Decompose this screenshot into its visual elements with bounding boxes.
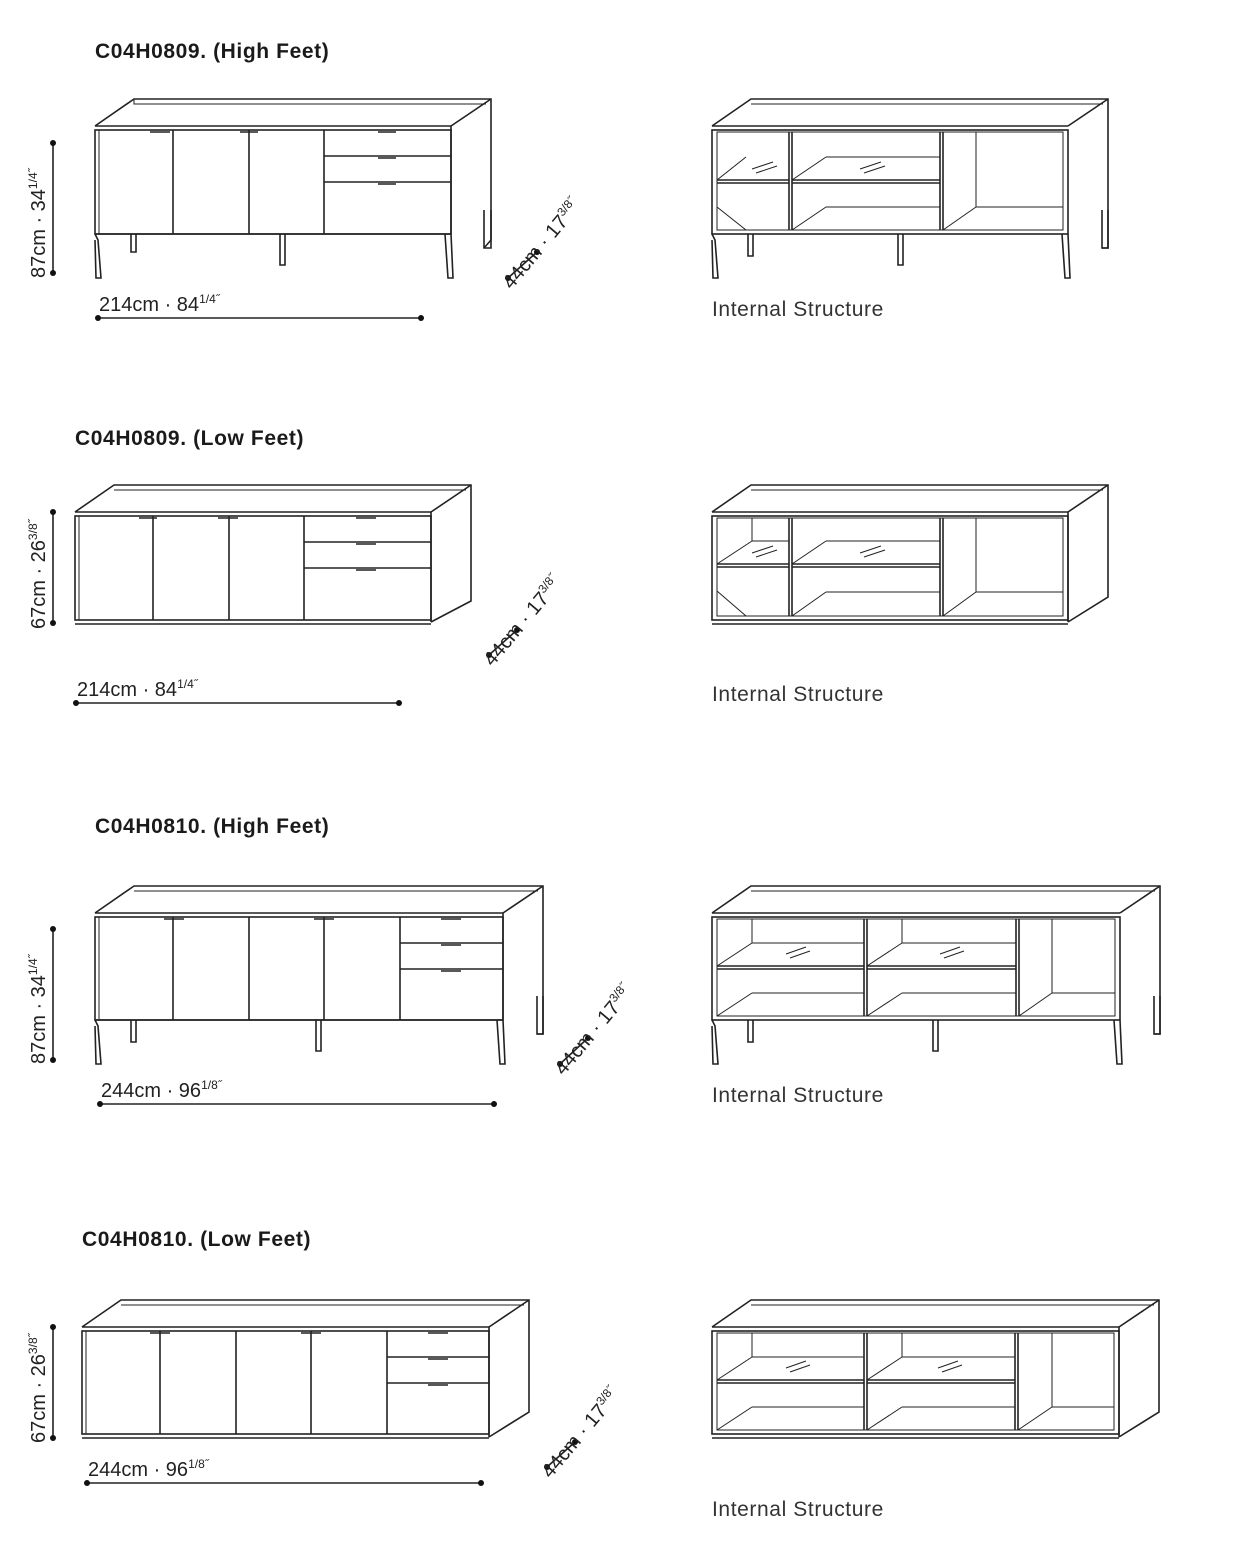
width-dimension-label: $244cm \cdot 96^{1/8˝}$ [101, 1078, 222, 1102]
product-section-c04h0810-high [0, 786, 1242, 1166]
depth-dimension-label: $44cm \cdot 17^{3/8˝}$ [537, 1383, 618, 1483]
internal-structure-drawing [0, 0, 1242, 380]
internal-structure-drawing [0, 385, 1242, 765]
depth-dimension-label: $44cm \cdot 17^{3/8˝}$ [479, 571, 560, 671]
height-dimension-label: $87cm \cdot 34^{1/4˝}$ [26, 954, 50, 1064]
internal-structure-label: Internal Structure [712, 1498, 884, 1521]
depth-dimension-label: $44cm \cdot 17^{3/8˝}$ [498, 194, 579, 294]
internal-structure-drawing [0, 1200, 1242, 1548]
height-dimension-label: $67cm \cdot 26^{3/8˝}$ [26, 519, 50, 629]
product-section-c04h0810-low [0, 1200, 1242, 1548]
internal-structure-label: Internal Structure [712, 683, 884, 706]
product-title: C04H0809. (Low Feet) [75, 427, 305, 450]
width-dimension-label: $244cm \cdot 96^{1/8˝}$ [88, 1457, 209, 1481]
height-dimension-label: $67cm \cdot 26^{3/8˝}$ [26, 1333, 50, 1443]
product-section-c04h0809-low [0, 385, 1242, 765]
width-dimension-label: $214cm \cdot 84^{1/4˝}$ [77, 677, 198, 701]
internal-structure-drawing [0, 786, 1242, 1166]
product-section-c04h0809-high [0, 0, 1242, 380]
width-dimension-label: $214cm \cdot 84^{1/4˝}$ [99, 292, 220, 316]
internal-structure-label: Internal Structure [712, 298, 884, 321]
height-dimension-label: $87cm \cdot 34^{1/4˝}$ [26, 168, 50, 278]
depth-dimension-label: $44cm \cdot 17^{3/8˝}$ [550, 980, 631, 1080]
product-title: C04H0810. (Low Feet) [82, 1228, 312, 1251]
product-title: C04H0809. (High Feet) [95, 40, 330, 63]
internal-structure-label: Internal Structure [712, 1084, 884, 1107]
product-title: C04H0810. (High Feet) [95, 815, 330, 838]
